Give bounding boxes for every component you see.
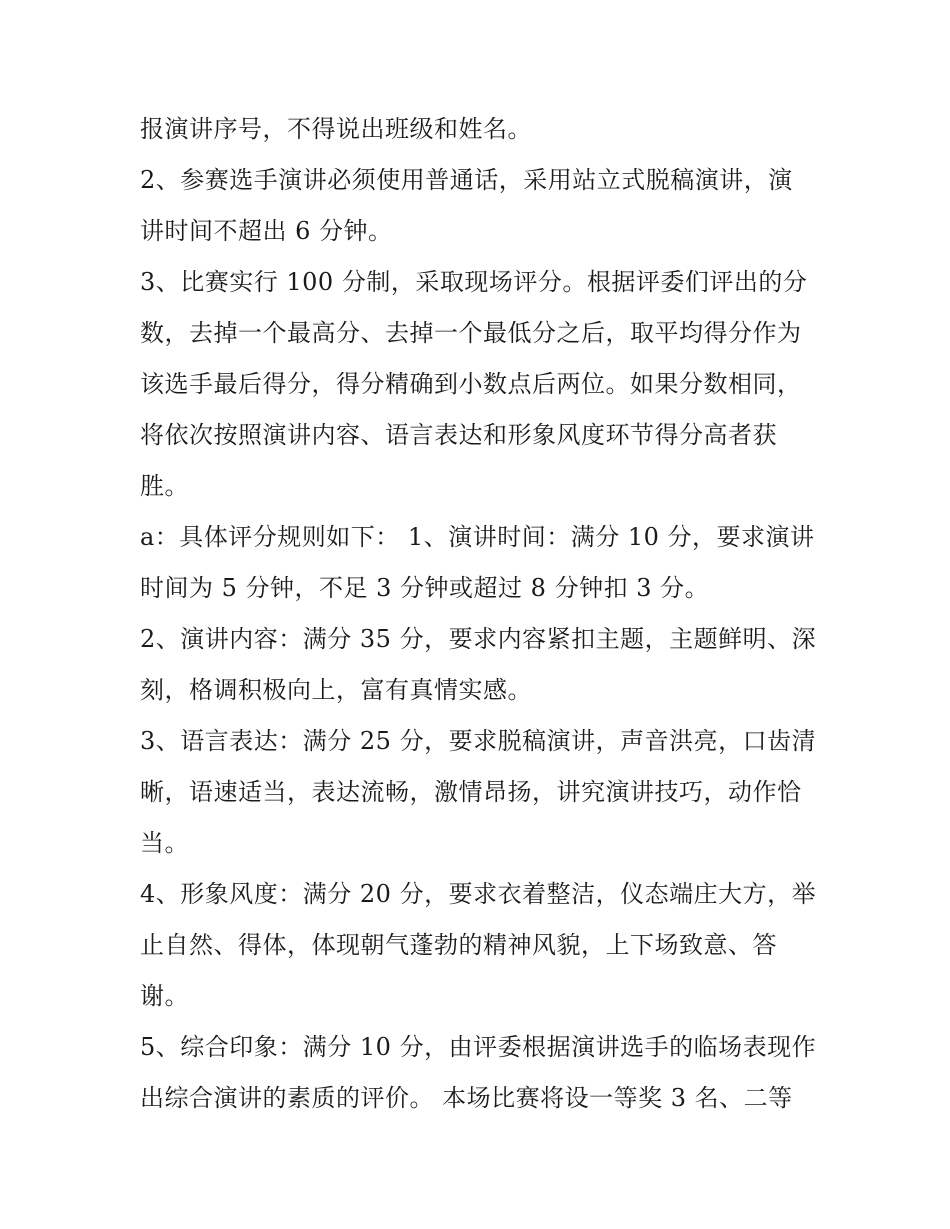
text-line: 2、参赛选手演讲必须使用普通话，采用站立式脱稿演讲，演 — [140, 166, 793, 194]
text-line: 谢。 — [140, 982, 189, 1010]
text-line: 将依次按照演讲内容、语言表达和形象风度环节得分高者获 — [140, 421, 777, 449]
text-line: 胜。 — [140, 472, 189, 500]
text-line: 刻，格调积极向上，富有真情实感。 — [140, 676, 532, 704]
text-line: 4、形象风度：满分 20 分，要求衣着整洁，仪态端庄大方，举 — [140, 880, 817, 908]
text-line: 时间为 5 分钟，不足 3 分钟或超过 8 分钟扣 3 分。 — [140, 574, 710, 602]
text-line: 5、综合印象：满分 10 分，由评委根据演讲选手的临场表现作 — [140, 1033, 817, 1061]
text-line: 出综合演讲的素质的评价。 本场比赛将设一等奖 3 名、二等 — [140, 1084, 793, 1112]
text-line: 止自然、得体，体现朝气蓬勃的精神风貌，上下场致意、答 — [140, 931, 777, 959]
text-line: 该选手最后得分，得分精确到小数点后两位。如果分数相同， — [140, 370, 802, 398]
text-line: 3、比赛实行 100 分制，采取现场评分。根据评委们评出的分 — [140, 268, 808, 296]
text-line: 3、语言表达：满分 25 分，要求脱稿演讲，声音洪亮，口齿清 — [140, 727, 817, 755]
text-line: 报演讲序号，不得说出班级和姓名。 — [140, 115, 532, 143]
text-line: 2、演讲内容：满分 35 分，要求内容紧扣主题，主题鲜明、深 — [140, 625, 817, 653]
text-line: 讲时间不超出 6 分钟。 — [140, 217, 393, 245]
text-line: 当。 — [140, 829, 189, 857]
text-line: 晰，语速适当，表达流畅，激情昂扬，讲究演讲技巧，动作恰 — [140, 778, 802, 806]
text-line: 数，去掉一个最高分、去掉一个最低分之后，取平均得分作为 — [140, 319, 802, 347]
text-line: a：具体评分规则如下： 1、演讲时间：满分 10 分，要求演讲 — [140, 523, 815, 551]
